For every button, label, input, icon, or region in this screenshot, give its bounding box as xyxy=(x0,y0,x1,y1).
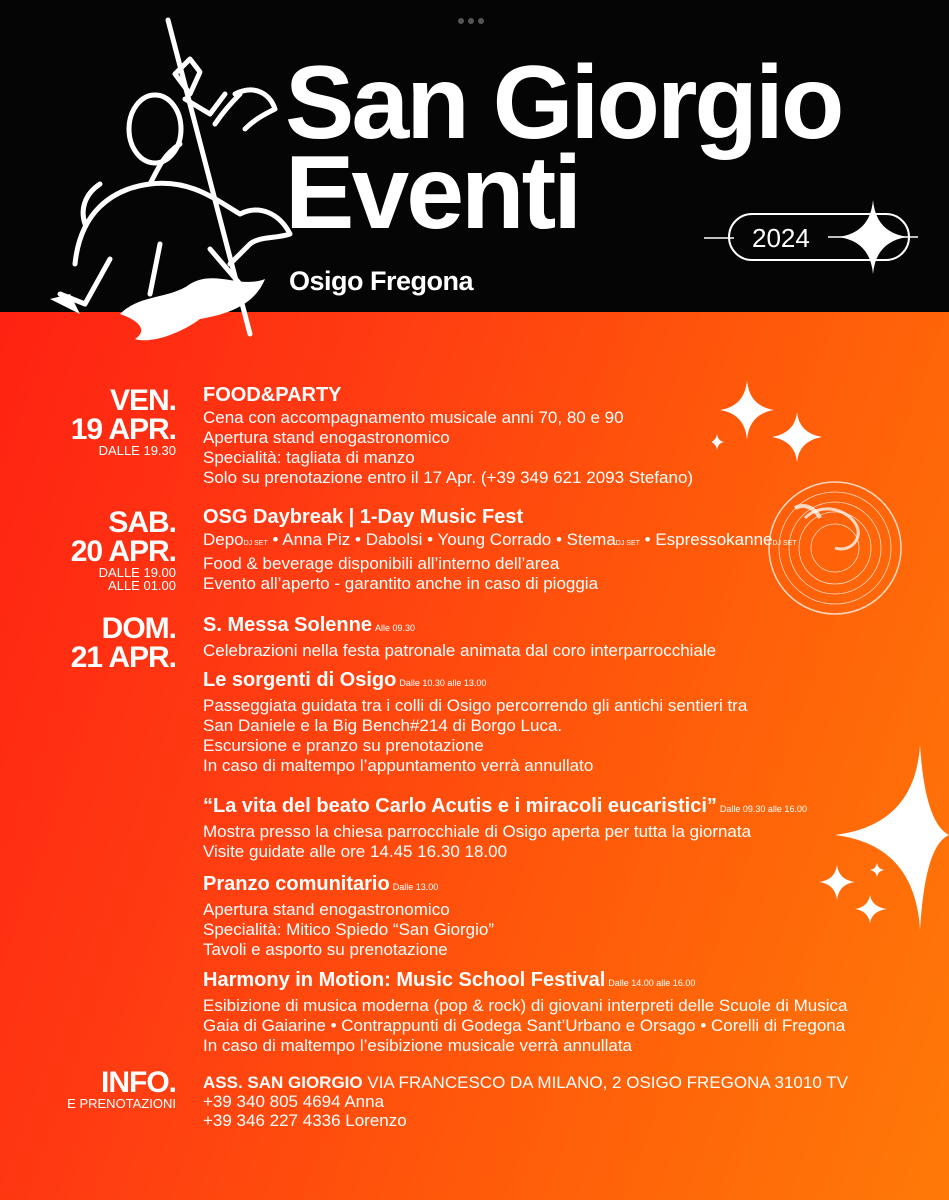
day-name: SAB. xyxy=(108,506,176,539)
event-line: Cena con accompagnamento musicale anni 70, 80 e 90 xyxy=(203,408,624,427)
event-title xyxy=(203,873,494,899)
event-line: Tavoli e asporto su prenotazione xyxy=(203,940,448,959)
event-time: Dalle 14.00 alle 16.00 xyxy=(608,978,696,988)
sparkle-icon xyxy=(712,380,832,475)
event-title xyxy=(203,614,716,640)
artist-name: Young Corrado xyxy=(437,530,552,549)
event-food-party xyxy=(203,384,693,488)
event-title xyxy=(203,969,847,995)
window-dots xyxy=(458,11,488,29)
event-line: Apertura stand enogastronomico xyxy=(203,428,450,447)
event-title: FOOD&PARTY xyxy=(203,384,342,406)
event-time: Dalle 09.30 alle 16.00 xyxy=(719,804,807,814)
event-time: Dalle 10.30 alle 13.00 xyxy=(399,678,487,688)
day-date: 20 APR. xyxy=(70,535,176,568)
event-line: San Daniele e la Big Bench#214 di Borgo Luca. xyxy=(203,716,563,735)
event-title-text: “La vita del beato Carlo Acutis e i miracoli eucaristici” xyxy=(203,795,717,817)
contact-phone[interactable]: +39 340 805 4694 Anna xyxy=(203,1092,385,1111)
artist-name: Espressokanne xyxy=(655,530,773,549)
event-sorgenti-osigo xyxy=(203,669,747,776)
event-carlo-acutis xyxy=(203,795,807,862)
location-subtitle: Osigo Fregona xyxy=(289,266,474,296)
day-label-sunday xyxy=(71,614,176,672)
day-date: 21 APR. xyxy=(70,641,176,674)
page-title xyxy=(285,45,842,251)
day-time: DALLE 19.00 xyxy=(98,565,176,580)
day-label-friday xyxy=(71,386,176,457)
artist-lineup: DepoDJ SET • Anna Piz • Dabolsi • Young Corrado • StemaDJ SET • EspressokanneDJ SET xyxy=(203,530,797,549)
organization-name: ASS. SAN GIORGIO xyxy=(203,1073,363,1092)
year-label: 2024 xyxy=(752,223,810,253)
artist-tag: DJ SET xyxy=(243,540,268,547)
event-time: Dalle 13.00 xyxy=(392,882,439,892)
info-title: INFO. xyxy=(101,1066,176,1099)
event-line: Specialità: tagliata di manzo xyxy=(203,448,415,467)
organization-address: VIA FRANCESCO DA MILANO, 2 OSIGO FREGONA 31010 TV xyxy=(367,1073,848,1092)
event-harmony-in-motion xyxy=(203,969,847,1056)
event-line: Food & beverage disponibili all’interno dell’area xyxy=(203,554,560,573)
artist-tag: DJ SET xyxy=(615,540,640,547)
event-line: Gaia di Gaiarine • Contrappunti di Godega Sant’Urbano e Orsago • Corelli di Fregona xyxy=(203,1016,846,1035)
artist-name: Anna Piz xyxy=(282,530,351,549)
event-title xyxy=(203,795,807,821)
event-title xyxy=(203,669,747,695)
event-title-text: Harmony in Motion: Music School Festival xyxy=(203,969,606,991)
day-time: DALLE 19.30 xyxy=(98,443,176,458)
title-line-1: San Giorgio xyxy=(285,45,842,161)
day-time: ALLE 01.00 xyxy=(108,578,176,593)
sparkle-icon xyxy=(815,745,949,945)
event-line: Mostra presso la chiesa parrocchiale di Osigo aperta per tutta la giornata xyxy=(203,822,752,841)
event-title-text: S. Messa Solenne xyxy=(203,614,372,636)
title-line-2: Eventi xyxy=(285,135,580,251)
event-line: In caso di maltempo l’appuntamento verrà annullato xyxy=(203,756,594,775)
event-line: In caso di maltempo l’esibizione musicale verrà annullata xyxy=(203,1036,632,1055)
info-subtitle: E PRENOTAZIONI xyxy=(67,1096,176,1111)
event-pranzo-comunitario xyxy=(203,873,494,960)
event-line: Solo su prenotazione entro il 17 Apr. (+39 349 621 2093 Stefano) xyxy=(203,468,694,487)
info-contacts xyxy=(203,1073,848,1130)
event-messa-solenne xyxy=(203,614,716,661)
artist-name: Depo xyxy=(203,530,244,549)
sparkle-line xyxy=(704,236,734,240)
info-label xyxy=(67,1068,176,1110)
day-label-saturday xyxy=(71,508,176,592)
event-line: Esibizione di musica moderna (pop & rock) di giovani interpreti delle Scuole di Musica xyxy=(203,996,848,1015)
event-line: Passeggiata guidata tra i colli di Osigo percorrendo gli antichi sentieri tra xyxy=(203,696,748,715)
event-title-text: Le sorgenti di Osigo xyxy=(203,669,397,691)
event-title: OSG Daybreak | 1-Day Music Fest xyxy=(203,506,524,528)
event-title-text: Pranzo comunitario xyxy=(203,873,390,895)
knight-on-horse-icon xyxy=(40,14,300,354)
day-date: 19 APR. xyxy=(70,413,176,446)
event-line: Visite guidate alle ore 14.45 16.30 18.00 xyxy=(203,842,508,861)
event-line: Celebrazioni nella festa patronale animata dal coro interparrocchiale xyxy=(203,641,717,660)
event-line: Apertura stand enogastronomico xyxy=(203,900,450,919)
event-line: Escursione e pranzo su prenotazione xyxy=(203,736,484,755)
event-line: Specialità: Mitico Spiedo “San Giorgio” xyxy=(203,920,495,939)
event-time: Alle 09.30 xyxy=(374,623,415,633)
header-banner xyxy=(0,0,949,312)
day-name: DOM. xyxy=(101,612,176,645)
day-name: VEN. xyxy=(109,384,176,417)
sparkle-icon xyxy=(828,200,918,274)
event-osg-daybreak xyxy=(203,506,797,594)
artist-name: Stema xyxy=(566,530,616,549)
contact-phone[interactable]: +39 346 227 4336 Lorenzo xyxy=(203,1111,407,1130)
artist-tag: DJ SET xyxy=(772,540,797,547)
artist-name: Dabolsi xyxy=(365,530,423,549)
event-line: Evento all’aperto - garantito anche in caso di pioggia xyxy=(203,574,599,593)
